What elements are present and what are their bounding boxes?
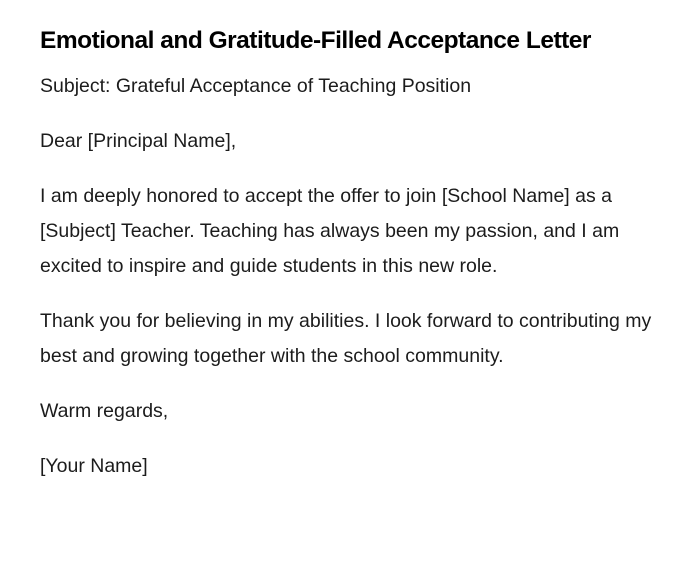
letter-subject: Subject: Grateful Acceptance of Teaching Position bbox=[40, 75, 472, 97]
letter-closing: Warm regards, bbox=[40, 400, 169, 422]
letter-salutation: Dear [Principal Name], bbox=[40, 130, 237, 152]
letter-body-paragraph: I am deeply honored to accept the offer to join [School Name] as a [Subject] Teacher. Teaching has always been my passion, and I am excited to inspire and guide students in this new role. bbox=[40, 185, 620, 277]
letter-body-paragraph: Thank you for believing in my abilities. I look forward to contributing my best and growing together with the school community. bbox=[40, 310, 652, 367]
letter-title: Emotional and Gratitude-Filled Acceptance Letter bbox=[40, 27, 591, 54]
letter-document bbox=[40, 26, 660, 484]
letter-signature: [Your Name] bbox=[40, 455, 148, 477]
